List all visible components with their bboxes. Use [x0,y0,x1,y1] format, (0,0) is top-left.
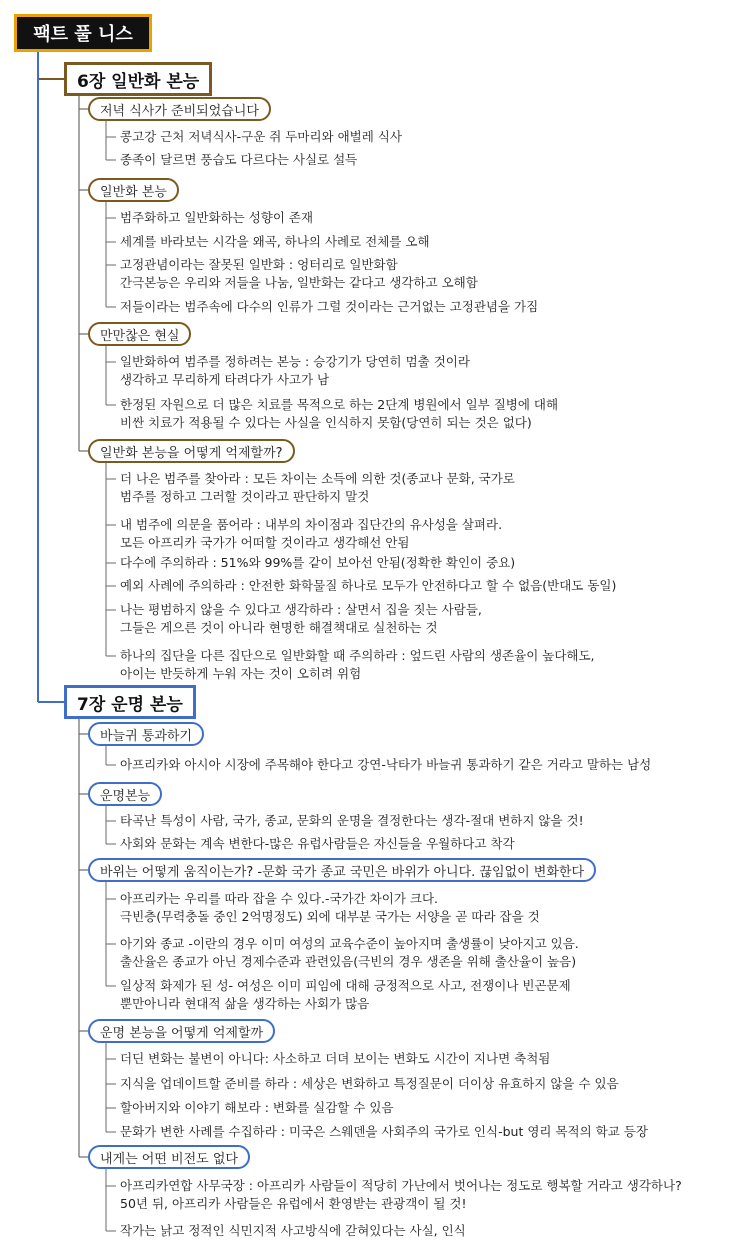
item-text-line: 할아버지와 이야기 해보라 : 변화를 실감할 수 있음 [120,1100,394,1115]
list-item [120,1050,550,1068]
item-text-line: 범주화하고 일반화하는 성향이 존재 [120,210,314,225]
list-item [120,128,402,146]
item-text-line: 한정된 자원으로 더 많은 치료를 목적으로 하는 2단계 병원에서 일부 질병에 대해 [120,397,559,412]
list-item [120,935,579,971]
item-text-line: 50년 뒤, 아프리카 사람들은 유럽에서 환영받는 관광객이 될 것! [120,1196,467,1211]
item-text-line: 더딘 변화는 불변이 아니다: 사소하고 더뎌 보이는 변화도 시간이 지나면 축척됨 [120,1051,551,1066]
list-item [120,1099,394,1117]
item-text-line: 뿐만아니라 현대적 삶을 생각하는 사회가 많음 [120,996,370,1011]
list-item [120,812,584,830]
section-title: 일반화 본능 [88,178,179,202]
item-text-line: 작가는 낡고 정적인 식민지적 사고방식에 갇혀있다는 사실, 인식 [120,1223,466,1238]
item-text-line: 아기와 종교 -이란의 경우 이미 여성의 교육수준이 높아지며 출생률이 낮아지고 있음. [120,936,579,951]
item-text-line: 출산율은 종교가 아닌 경제수준과 관련있음(극빈의 경우 생존을 위해 출산율이 높음) [120,954,577,969]
list-item [120,233,430,251]
section-title: 일반화 본능을 어떻게 억제할까? [88,439,295,463]
list-item [120,554,515,572]
section-title: 만만찮은 현실 [88,322,191,346]
item-text-line: 사회와 문화는 계속 변한다-많은 유럽사람들은 자신들을 우월하다고 착각 [120,836,515,851]
list-item [120,298,538,316]
item-text-line: 지식을 업데이트할 준비를 하라 : 세상은 변화하고 특정질문이 더이상 유효하지 않을 수 있음 [120,1076,619,1091]
section-title: 바위는 어떻게 움직이는가? -문화 국가 종교 국민은 바위가 아니다. 끊임없이 변화한다 [88,858,596,882]
section-title: 운명본능 [88,782,162,806]
list-item [120,756,651,774]
item-text-line: 고정관념이라는 잘못된 일반화 : 엉터리로 일반화함 [120,257,398,272]
item-text-line: 예외 사례에 주의하라 : 안전한 화학물질 하나로 모두가 안전하다고 할 수 없음(반대도 동일) [120,578,617,593]
list-item [120,151,357,169]
list-item [120,977,571,1013]
chapter-7-title: 7장 운명 본능 [64,685,196,719]
item-text-line: 내 범주에 의문을 품어라 : 내부의 차이점과 집단간의 유사성을 살펴라. [120,517,503,532]
section-title: 운명 본능을 어떻게 억제할까 [88,1019,275,1043]
list-item [120,647,595,683]
item-text-line: 다수에 주의하라 : 51%와 99%를 같이 보아선 안됨(정확한 확인이 중요) [120,555,516,570]
item-text-line: 아프리카와 아시아 시장에 주목해야 한다고 강연-낙타가 바늘귀 통과하기 같은 거라고 말하는 남성 [120,757,652,772]
item-text-line: 아프리카연합 사무국장 : 아프리카 사람들이 적당히 가난에서 벗어나는 정도로 행복할 거라고 생각하나? [120,1178,682,1193]
item-text-line: 비싼 치료가 적용될 수 있다는 사실을 인식하지 못함(당연히 되는 것은 없다) [120,415,532,430]
list-item [120,577,616,595]
list-item [120,256,478,292]
item-text-line: 모든 아프리카 국가가 어떠할 것이라고 생각해선 안됨 [120,535,410,550]
item-text-line: 더 나은 범주를 찾아라 : 모든 차이는 소득에 의한 것(종교나 문화, 국가로 [120,471,515,486]
section-title: 바늘귀 통과하기 [88,722,204,746]
item-text-line: 세계를 바라보는 시각을 왜곡, 하나의 사례로 전체를 오해 [120,234,430,249]
item-text-line: 하나의 집단을 다른 집단으로 일반화할 때 주의하라 : 엎드린 사람의 생존율이 높다해도, [120,648,595,663]
item-text-line: 일반화하여 범주를 정하려는 본능 : 승강기가 당연히 멈출 것이라 [120,354,470,369]
list-item [120,1177,682,1213]
section-title: 저녁 식사가 준비되었습니다 [88,97,271,121]
item-text-line: 콩고강 근처 저녁식사-구운 쥐 두마리와 애벌레 식사 [120,129,402,144]
item-text-line: 극빈층(무력충돌 중인 2억명정도) 외에 대부분 국가는 서양을 곧 따라 잡을 것 [120,909,540,924]
item-text-line: 종족이 달르면 풍습도 다르다는 사실로 설득 [120,152,358,167]
list-item [120,353,470,389]
item-text-line: 아프리카는 우리를 따라 잡을 수 있다.-국가간 차이가 크다. [120,891,438,906]
item-text-line: 타곡난 특성이 사람, 국가, 종교, 문화의 운명을 결정한다는 생각-절대 변하지 않을 것! [120,813,584,828]
item-text-line: 간극본능은 우리와 저들을 나눔, 일반화는 같다고 생각하고 오해함 [120,275,478,290]
item-text-line: 저들이라는 범주속에 다수의 인류가 그럴 것이라는 근거없는 고정관념을 가짐 [120,299,539,314]
item-text-line: 그들은 게으른 것이 아니라 현명한 해결책대로 실천하는 것 [120,620,438,635]
list-item [120,396,558,432]
list-item [120,835,515,853]
section-title: 내게는 어떤 비전도 없다 [88,1145,250,1169]
item-text-line: 생각하고 무리하게 타려다가 사고가 남 [120,372,330,387]
root-title: 팩트 풀 니스 [14,14,152,52]
item-text-line: 범주를 정하고 그러할 것이라고 판단하지 말것 [120,489,370,504]
list-item [120,1123,648,1141]
list-item [120,1222,466,1240]
list-item [120,516,502,552]
item-text-line: 문화가 변한 사례를 수집하라 : 미국은 스웨덴을 사회주의 국가로 인식-but 영리 목적의 학교 등장 [120,1124,648,1139]
list-item [120,1075,619,1093]
list-item [120,470,515,506]
item-text-line: 일상적 화제가 된 성- 여성은 이미 피임에 대해 긍정적으로 사고, 전쟁이나 빈곤문제 [120,978,571,993]
list-item [120,601,482,637]
item-text-line: 나는 평범하지 않을 수 있다고 생각하라 : 살면서 집을 짓는 사람들, [120,602,482,617]
item-text-line: 아이는 반듯하게 누워 자는 것이 오히려 위험 [120,666,362,681]
list-item [120,209,313,227]
chapter-6-title: 6장 일반화 본능 [64,62,212,96]
list-item [120,890,540,926]
